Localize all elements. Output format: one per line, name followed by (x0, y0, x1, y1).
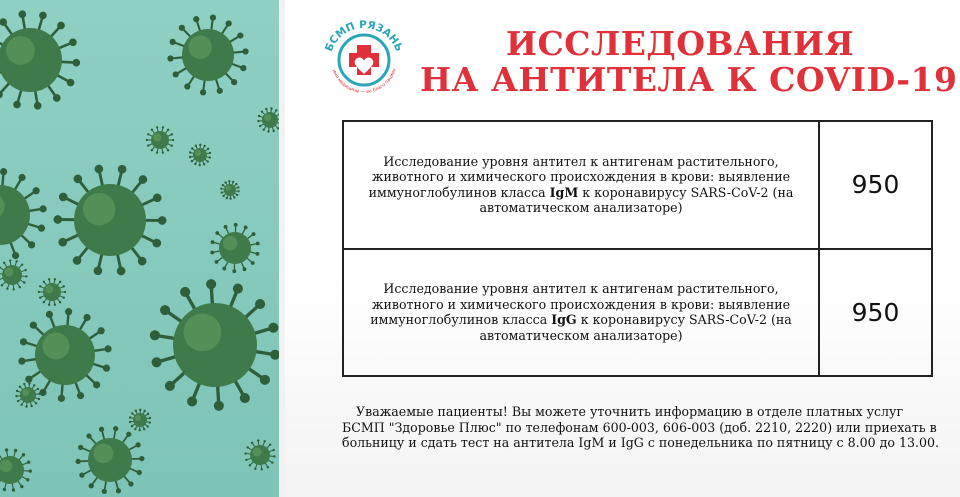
immunoglobulin-class: IgM (549, 184, 579, 200)
service-description (343, 121, 819, 249)
virus-particle (189, 144, 211, 167)
virus-particle (53, 165, 166, 276)
virus-particle (0, 168, 47, 262)
virus-particle (0, 448, 32, 491)
virus-particle (129, 409, 151, 432)
price-table (342, 120, 933, 377)
virus-particle (220, 180, 240, 200)
service-description (343, 249, 819, 377)
service-text-end: к коронавирусу SARS-CoV-2 (на автоматическом анализаторе) (479, 184, 794, 216)
logo-top-text: БСМП РЯЗАНЬ (322, 18, 406, 54)
patient-notice: Уважаемые пациенты! Вы можете уточнить информацию в отделе платных услуг БСМП "Здоровье Плюс" по телефонам 600-003, 606-003 (доб. 2210, 2220) или приехать в больницу и сдать тест на антитела IgM и IgG с понедельника по пятницу с 8.00 до 13.00. (342, 404, 940, 450)
virus-particle (257, 107, 279, 132)
service-price: 950 (819, 121, 932, 249)
virus-particle (210, 223, 259, 273)
virus-illustration (0, 0, 279, 497)
table-row (343, 249, 932, 377)
title-line-2: НА АНТИТЕЛА К COVID-19 (420, 60, 958, 99)
hospital-logo (318, 12, 410, 104)
virus-illustration-panel (0, 0, 279, 497)
virus-particle (0, 259, 28, 290)
service-text-start: Исследование уровня антител к антигенам растительного, животного и химического происхождения в крови: выявление иммуноглобулинов класса (370, 281, 791, 328)
service-text-end: к коронавирусу SARS-CoV-2 (на автоматическом анализаторе) (479, 312, 792, 343)
virus-particle (244, 439, 275, 470)
table-row (343, 121, 932, 249)
virus-particle (167, 15, 248, 96)
page-title (420, 24, 958, 99)
virus-particle (146, 126, 174, 154)
virus-particle (15, 382, 40, 407)
virus-particle (75, 426, 144, 494)
virus-particle (150, 279, 279, 411)
service-text-start: Исследование уровня антител к антигенам растительного, животного и химического происхождения в крови: выявление иммуноглобулинов класса (368, 153, 791, 200)
title-line-1: ИССЛЕДОВАНИЯ (505, 24, 855, 63)
service-price: 950 (819, 249, 932, 377)
immunoglobulin-class: IgG (551, 312, 577, 328)
virus-particle (0, 10, 80, 109)
virus-particle (38, 278, 66, 306)
logo-bottom-text: имя медицины — во благо пациен (330, 67, 398, 96)
